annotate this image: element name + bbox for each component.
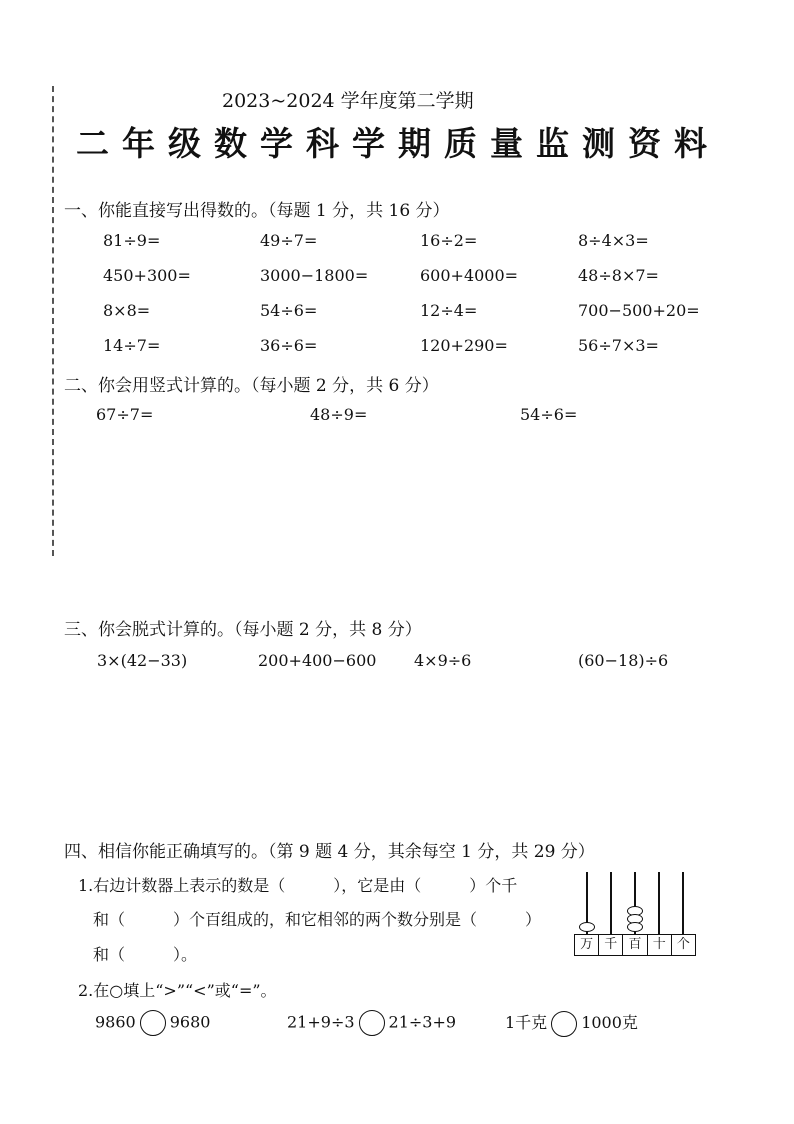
section2-heading: 二、你会用竖式计算的。（每小题 2 分，共 6 分）: [64, 376, 439, 396]
place-label-qian: 千: [599, 935, 623, 955]
step-calc-problem: 4×9÷6: [414, 651, 472, 670]
abacus-bead-bai: [627, 922, 643, 932]
abacus-rod-qian: [610, 872, 612, 934]
place-label-bai: 百: [623, 935, 647, 955]
abacus-rod-ge: [682, 872, 684, 934]
abacus-place-labels: [574, 934, 696, 956]
step-calc-problem: (60−18)÷6: [578, 651, 669, 670]
semester-subtitle: 2023~2024 学年度第二学期: [222, 90, 474, 112]
problem: 36÷6=: [260, 336, 318, 355]
abacus-rod-shi: [658, 872, 660, 934]
q1-line1: 1.右边计数器上表示的数是（ ），它是由（ ）个千: [78, 876, 518, 895]
problem: 3000−1800=: [260, 266, 369, 285]
problem: 8÷4×3=: [578, 231, 649, 250]
section3-heading: 三、你会脱式计算的。（每小题 2 分，共 8 分）: [64, 620, 422, 640]
compare-left: 1千克: [505, 1013, 548, 1032]
problem: 16÷2=: [420, 231, 478, 250]
problem: 12÷4=: [420, 301, 478, 320]
problem: 56÷7×3=: [578, 336, 659, 355]
step-calc-problem: 200+400−600: [258, 651, 377, 670]
abacus-counter: [570, 872, 700, 958]
vertical-calc-problem: 54÷6=: [520, 405, 578, 424]
section1-heading: 一、你能直接写出得数的。（每题 1 分，共 16 分）: [64, 201, 450, 221]
compare-left: 21+9÷3: [287, 1012, 355, 1032]
problem: 54÷6=: [260, 301, 318, 320]
q1-line3: 和（ ）。: [93, 945, 198, 964]
page-title: 二年级数学科学期质量监测资料: [76, 124, 720, 163]
compare-item: [95, 1010, 210, 1036]
problem: 81÷9=: [103, 231, 161, 250]
compare-item: [287, 1010, 456, 1036]
compare-right: 9680: [169, 1012, 211, 1032]
binding-margin-line: [52, 86, 54, 556]
place-label-ge: 个: [676, 937, 690, 952]
problem: 600+4000=: [420, 266, 519, 285]
vertical-calc-problem: 67÷7=: [96, 405, 154, 424]
place-label-shi: 十: [648, 935, 672, 955]
compare-circle[interactable]: [140, 1010, 166, 1036]
compare-circle[interactable]: [551, 1011, 577, 1037]
compare-right: 21÷3+9: [388, 1012, 457, 1032]
compare-left: 9860: [95, 1012, 136, 1032]
problem: 49÷7=: [260, 231, 318, 250]
problem: 8×8=: [103, 301, 151, 320]
problem: 14÷7=: [103, 336, 161, 355]
compare-right: 1000克: [581, 1013, 638, 1032]
problem: 700−500+20=: [578, 301, 700, 320]
problem: 48÷8×7=: [578, 266, 659, 285]
q2-prompt: 2.在○填上“>”“<”或“=”。: [78, 981, 277, 1000]
problem: 450+300=: [103, 266, 191, 285]
abacus-bead-qian: [579, 922, 595, 932]
section4-heading: 四、相信你能正确填写的。（第 9 题 4 分，其余每空 1 分，共 29 分）: [64, 842, 595, 862]
problem: 120+290=: [420, 336, 508, 355]
vertical-calc-problem: 48÷9=: [310, 405, 368, 424]
q1-line2: 和（ ）个百组成的，和它相邻的两个数分别是（ ）: [93, 910, 542, 929]
compare-item: [505, 1010, 638, 1037]
place-label-wan: 万: [575, 935, 599, 955]
compare-circle[interactable]: [359, 1010, 385, 1036]
step-calc-problem: 3×(42−33): [97, 651, 188, 670]
